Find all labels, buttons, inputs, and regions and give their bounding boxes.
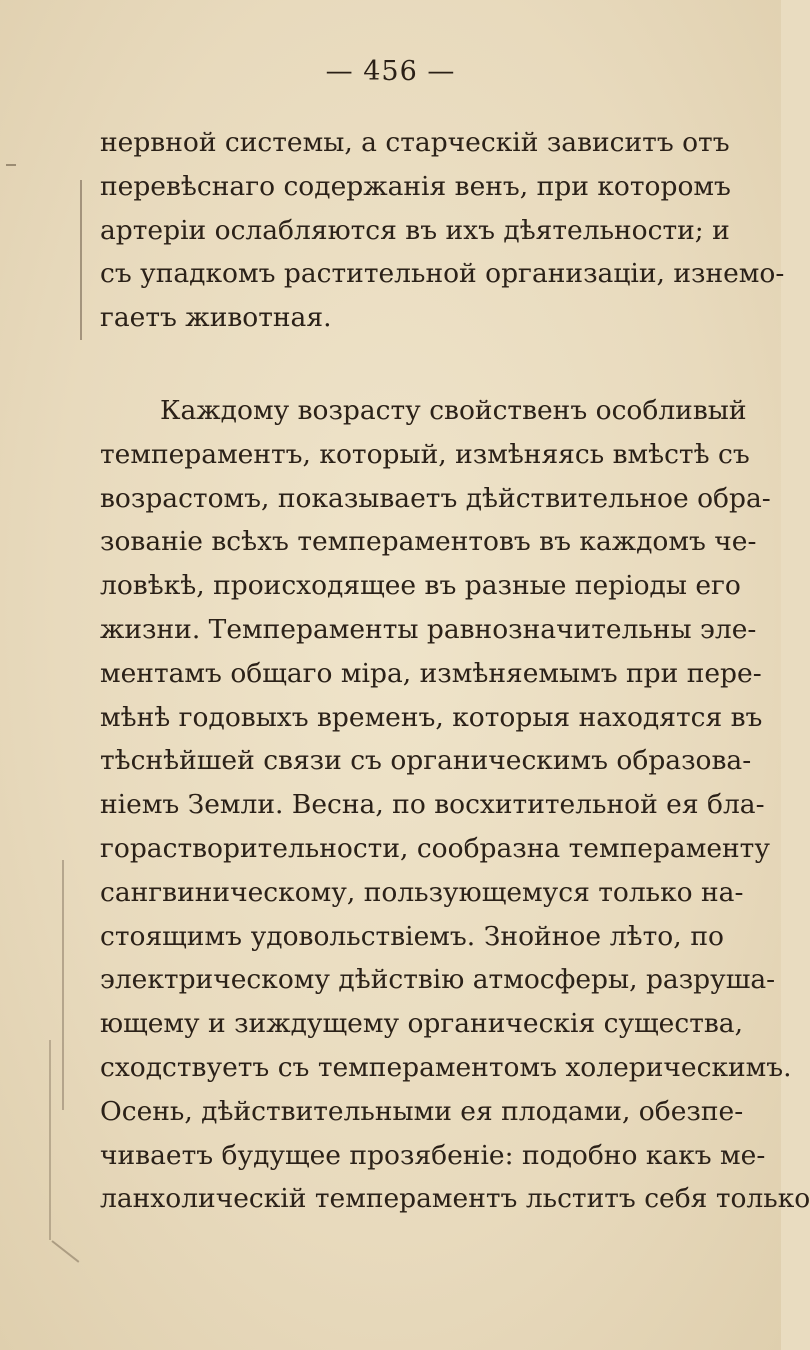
text-line: горастворительности, сообразна темпераменту xyxy=(100,832,770,864)
text-line: темпераментъ, который, измѣняясь вмѣстѣ съ xyxy=(100,438,750,470)
text-line: тѣснѣйшей связи съ органическимъ образова- xyxy=(100,745,752,777)
text-line: перевѣснаго содержанія венъ, при которомъ xyxy=(100,170,731,202)
margin-mark xyxy=(6,164,16,166)
margin-mark xyxy=(80,180,82,340)
text-line: мѣнѣ годовыхъ временъ, которыя находятся въ xyxy=(100,701,763,733)
margin-mark xyxy=(51,1240,79,1263)
text-line: сходствуетъ съ темпераментомъ холерическимъ. xyxy=(100,1051,792,1083)
text-line: ющему и зиждущему органическія существа, xyxy=(100,1008,744,1040)
text-line: нервной системы, а старческій зависитъ отъ xyxy=(100,127,730,158)
text-line: жизни. Темпераменты равнозначительны эле- xyxy=(100,613,757,645)
margin-mark xyxy=(49,1040,51,1240)
text-line: чиваетъ будущее прозябеніе: подобно какъ ме- xyxy=(100,1139,766,1171)
text-line: сангвиническому, пользующемуся только на- xyxy=(100,876,744,908)
text-line: Каждому возрасту свойственъ особливый xyxy=(160,395,747,426)
text-line: гаетъ животная. xyxy=(100,302,332,334)
text-line: ланхолическій темпераментъ льститъ себя только xyxy=(100,1183,810,1215)
text-line: возрастомъ, показываетъ дѣйствительное обра- xyxy=(100,482,771,514)
text-line: артеріи ослабляются въ ихъ дѣятельности; и xyxy=(100,214,730,246)
text-line: стоящимъ удовольствіемъ. Знойное лѣто, по xyxy=(100,920,724,952)
text-line: съ упадкомъ растительной организаціи, изнемо- xyxy=(100,258,785,290)
page-number-header: — 456 — xyxy=(325,56,456,87)
text-line: ніемъ Земли. Весна, по восхитительной ея бла- xyxy=(100,789,765,821)
text-line: Осень, дѣйствительными ея плодами, обезпе- xyxy=(100,1095,744,1127)
paragraph-2 xyxy=(100,389,810,1221)
text-line: ментамъ общаго міра, измѣняемымъ при пере- xyxy=(100,657,762,689)
text-line: электрическому дѣйствію атмосферы, разруша- xyxy=(100,964,776,996)
margin-mark xyxy=(62,860,64,1110)
paragraph-1 xyxy=(100,121,785,340)
text-line: ловѣкѣ, происходящее въ разные періоды его xyxy=(100,570,741,602)
text-line: зованіе всѣхъ темпераментовъ въ каждомъ че- xyxy=(100,526,757,558)
